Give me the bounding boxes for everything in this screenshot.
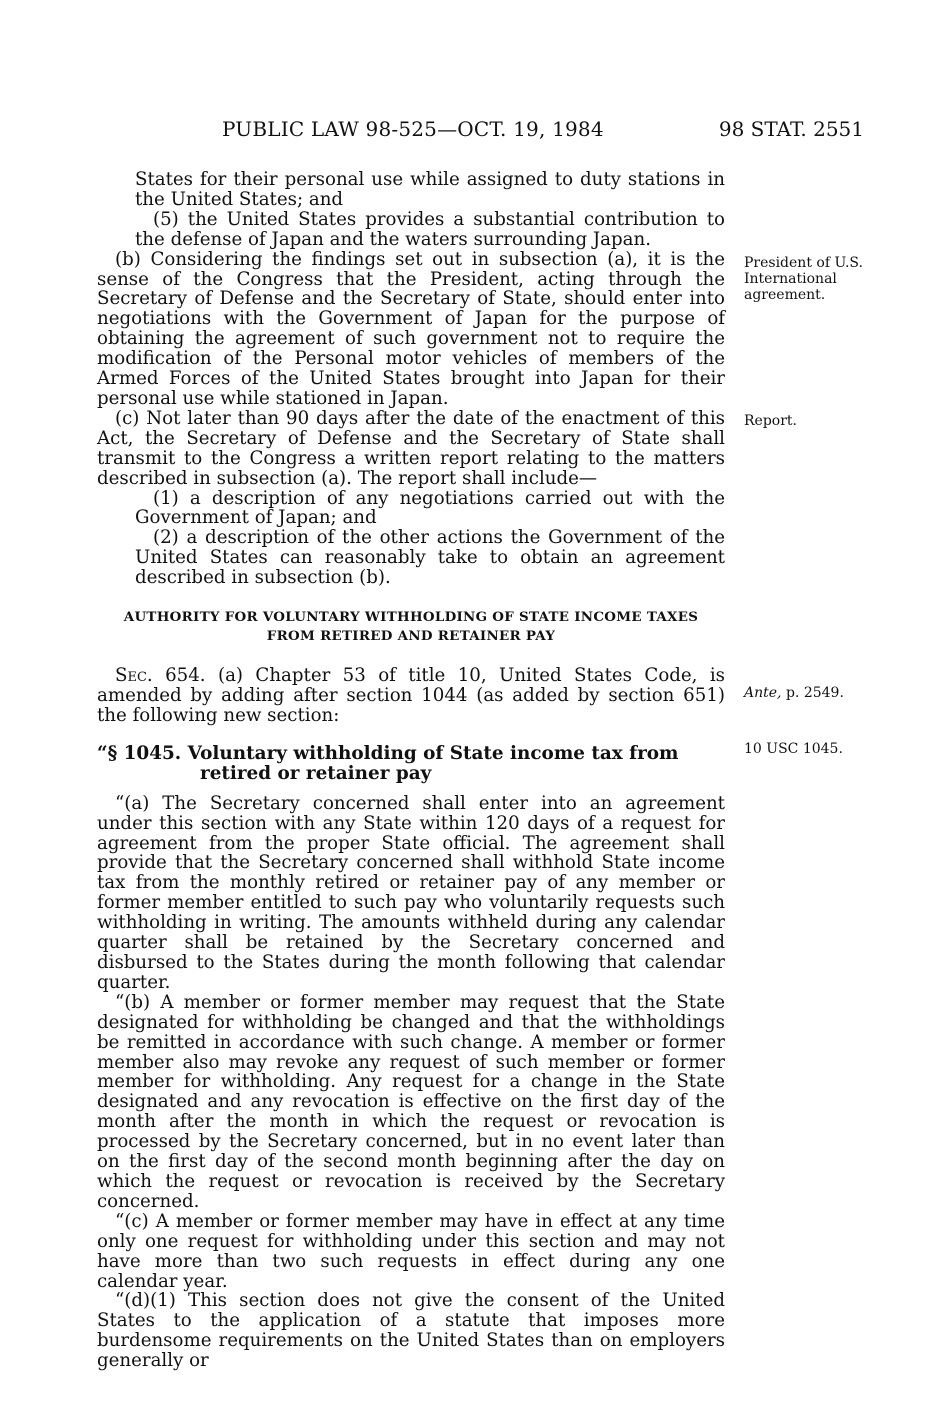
margin-note-ante-rest: p. 2549. <box>781 685 844 701</box>
margin-note-president-line1: President of U.S. <box>744 255 863 271</box>
section-heading <box>97 608 725 646</box>
subsection-b: (b) Considering the findings set out in subsection (a), it is the sense of the Congress that the President, acting through the Secretary of Defense and the Secretary of State, should enter into negotiations with the Government of Japan for the purpose of obtaining the agreement of such government not to require the modification of the Personal motor vehicles of members of the Armed Forces of the United States brought into Japan for their personal use while stationed in Japan. <box>97 248 725 409</box>
section-654-intro <box>97 666 725 726</box>
section-1045-d1: “(d)(1) This section does not give the consent of the United States to the application of a statute that imposes more burdensome requirements on the United States than on employers generally or <box>97 1290 725 1372</box>
section-heading-line1: AUTHORITY FOR VOLUNTARY WITHHOLDING OF STATE INCOME TAXES <box>123 609 699 626</box>
report-item-1: (1) a description of any negotiations carried out with the Government of Japan; and <box>135 487 725 529</box>
section-1045-heading: “§ 1045. Voluntary withholding of State income tax from retired or retainer pay <box>97 742 679 784</box>
margin-note-usc: 10 USC 1045. <box>744 741 843 757</box>
margin-note-president-line3: agreement. <box>744 287 826 303</box>
margin-note-president <box>744 255 874 303</box>
subsection-c: (c) Not later than 90 days after the date of the enactment of this Act, the Secretary of Defense and the Secretary of State shall transmit to the Congress a written report relating to the matters described in subsection (a). The report shall include— <box>97 407 725 489</box>
paragraph-continuation: States for their personal use while assigned to duty stations in the United States; and <box>135 169 725 210</box>
finding-item-5: (5) the United States provides a substantial contribution to the defense of Japan and the waters surrounding Japan. <box>135 208 725 250</box>
body-text-column <box>97 170 725 1371</box>
section-1045-b: “(b) A member or former member may request that the State designated for withholding be changed and that the withholdings be remitted in accordance with such change. A member or former member also may revoke any request of such member or former member for withholding. Any request for a change in the State designated and any revocation is effective on the first day of the month after the month in which the request or revocation is processed by the Secretary concerned, but in no event later than on the first day of the second month beginning after the day on which the request or revocation is received by the Secretary concerned. <box>97 991 725 1212</box>
section-heading-line2: FROM RETIRED AND RETAINER PAY <box>266 628 556 645</box>
report-item-2: (2) a description of the other actions the Government of the United States can reasonably take to obtain an agreement described in subsection (b). <box>135 527 725 589</box>
margin-note-president-line2: International <box>744 271 837 287</box>
section-654-text: 654. (a) Chapter 53 of title 10, United States Code, is amended by adding after section 1044 (as added by section 651) the following new section: <box>97 665 725 726</box>
margin-note-ante-italic: Ante, <box>744 685 782 701</box>
section-1045-a: “(a) The Secretary concerned shall enter into an agreement under this section with any State within 120 days of a request for agreement from the proper State official. The agreement shall provide that the Secretary concerned shall withhold State income tax from the monthly retired or retainer pay of any member or former member entitled to such pay who voluntarily requests such withholding in writing. The amounts withheld during any calendar quarter shall be retained by the Secretary concerned and disbursed to the States during the month following that calendar quarter. <box>97 792 725 993</box>
section-1045-c: “(c) A member or former member may have in effect at any time only one request for withholding under this section and may not have more than two such requests in effect during any one calendar year. <box>97 1210 725 1292</box>
running-header-title: PUBLIC LAW 98-525—OCT. 19, 1984 <box>222 117 604 141</box>
page-stat-number: 98 STAT. 2551 <box>718 117 864 141</box>
sec-label: Sec. <box>115 665 153 687</box>
margin-note-ante <box>744 685 874 701</box>
margin-note-report: Report. <box>744 413 797 429</box>
